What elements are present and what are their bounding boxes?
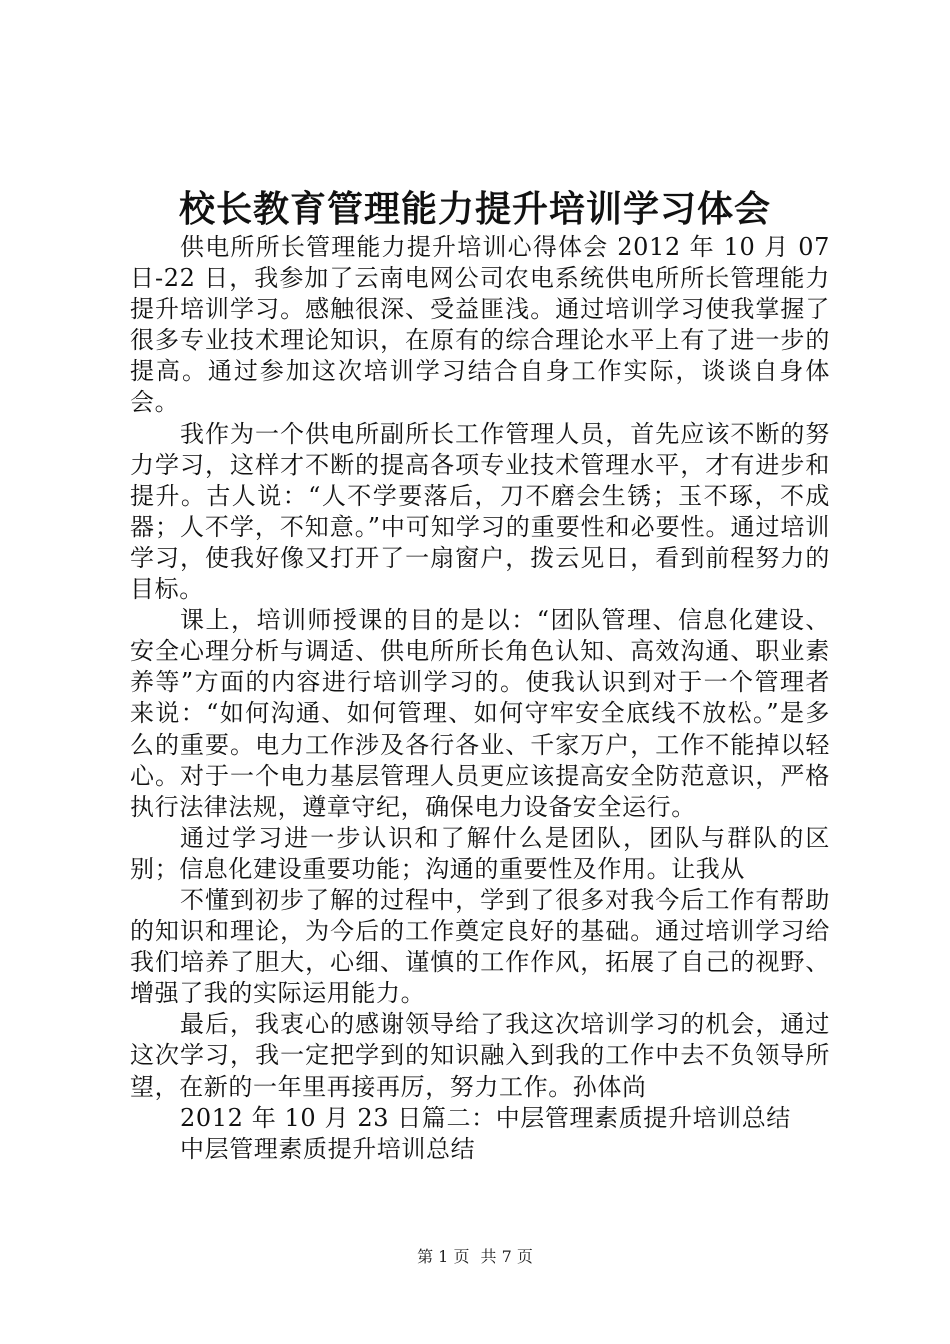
paragraph-learning: 我作为一个供电所副所长工作管理人员，首先应该不断的努力学习，这样才不断的提高各项专业技术管理水平，才有进步和提升。古人说：“人不学要落后，刀不磨会生锈；玉不琢，不成器；人不学，不知意。”中可知学习的重要性和必要性。通过培训学习，使我好像又打开了一扇窗户，拨云见日，看到前程努力的目标。	[130, 419, 830, 604]
page-total: 共 7 页	[480, 1247, 533, 1266]
document-body	[130, 232, 830, 1165]
paragraph-closing: 最后，我衷心的感谢领导给了我这次培训学习的机会，通过这次学习，我一定把学到的知识融入到我的工作中去不负领导所望，在新的一年里再接再厉，努力工作。孙体尚	[130, 1010, 830, 1101]
paragraph-intro: 供电所所长管理能力提升培训心得体会 2012 年 10 月 07 日-22 日，我参加了云南电网公司农电系统供电所所长管理能力提升培训学习。感触很深、受益匪浅。通过培训学习使我掌握了很多专业技术理论知识，在原有的综合理论水平上有了进一步的提高。通过参加这次培训学习结合自身工作实际，谈谈自身体会。	[130, 233, 830, 417]
paragraph-section-title: 中层管理素质提升培训总结	[180, 1134, 476, 1163]
document-title: 校长教育管理能力提升培训学习体会	[178, 188, 771, 230]
paragraph-progress: 不懂到初步了解的过程中，学到了很多对我今后工作有帮助的知识和理论，为今后的工作奠定良好的基础。通过培训学习给我们培养了胆大，心细、谨慎的工作作风，拓展了自己的视野、增强了我的实际运用能力。	[130, 885, 830, 1008]
paragraph-team: 通过学习进一步认识和了解什么是团队，团队与群队的区别；信息化建设重要功能；沟通的重要性及作用。让我从	[130, 823, 830, 883]
page-footer	[0, 1244, 950, 1267]
page-number: 第 1 页	[417, 1247, 470, 1266]
paragraph-date-heading: 2012 年 10 月 23 日篇二：中层管理素质提升培训总结	[180, 1103, 791, 1132]
paragraph-course: 课上，培训师授课的目的是以：“团队管理、信息化建设、安全心理分析与调适、供电所所长角色认知、高效沟通、职业素养等”方面的内容进行培训学习的。使我认识到对于一个管理者来说：“如何沟通、如何管理、如何守牢安全底线不放松。”是多么的重要。电力工作涉及各行各业、千家万户，工作不能掉以轻心。对于一个电力基层管理人员更应该提高安全防范意识，严格执行法律法规，遵章守纪，确保电力设备安全运行。	[130, 606, 830, 821]
